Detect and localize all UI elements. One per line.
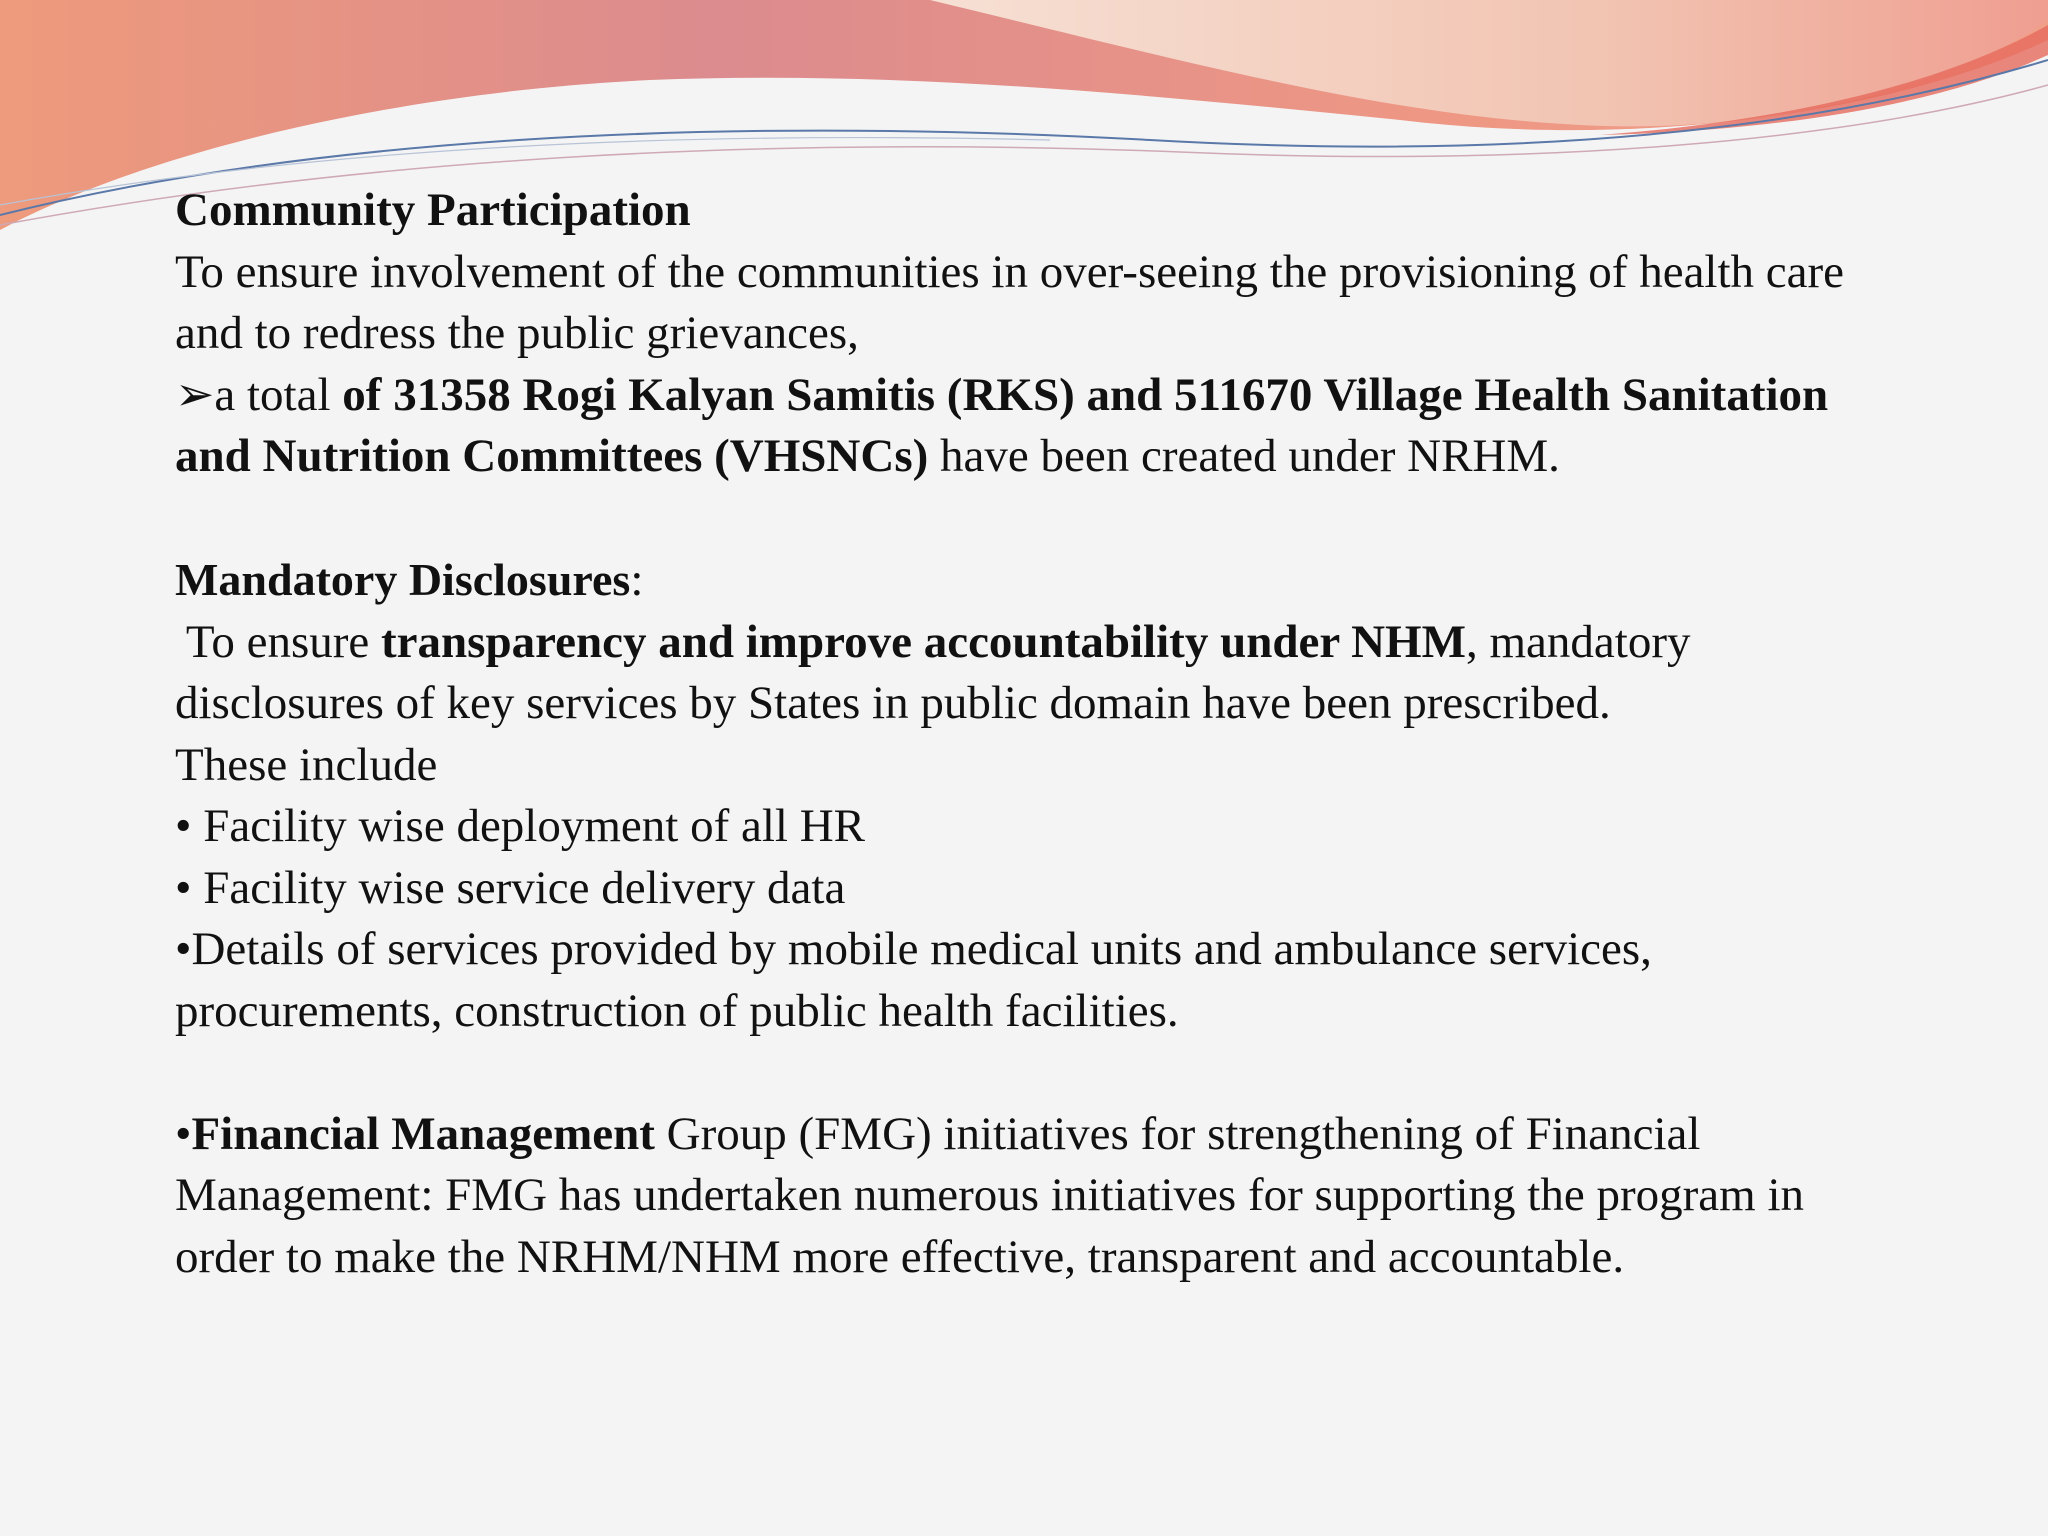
arrow-bullet-icon: ➢ <box>175 368 215 421</box>
community-participation-intro: To ensure involvement of the communities in over-seeing the provisioning of health care and to redress the public grievances, <box>175 245 1845 359</box>
rks-vhsnc-bullet: ➢a total of 31358 Rogi Kalyan Samitis (RKS) and 511670 Village Health Sanitation and Nutrition Committees (VHSNCs) have been created under NRHM. <box>175 368 1829 482</box>
these-include-label: These include <box>175 738 438 791</box>
bullet-icon: • <box>175 1107 192 1160</box>
spacer <box>175 1042 1895 1104</box>
list-item: • Facility wise service delivery data <box>175 861 846 914</box>
transparency-phrase: transparency and improve accountability under NHM <box>381 615 1466 668</box>
mandatory-disclosures-intro: To ensure transparency and improve accountability under NHM, mandatory disclosures of key services by States in public domain have been prescribed. <box>175 615 1691 729</box>
community-participation-heading: Community Participation <box>175 184 691 236</box>
rks-vhsnc-figures: of 31358 Rogi Kalyan Samitis (RKS) and 511670 Village Health Sanitation and Nutrition Committees (VHSNCs) <box>175 368 1829 482</box>
financial-management-paragraph: •Financial Management Group (FMG) initiatives for strengthening of Financial Management: FMG has undertaken numerous initiatives for supporting the program in order to make the NRHM/NHM more effective, transparent and accountable. <box>175 1107 1805 1283</box>
financial-management-label: Financial Management <box>191 1107 655 1160</box>
mandatory-disclosures-heading: Mandatory Disclosures: <box>175 554 644 606</box>
list-item: • Facility wise deployment of all HR <box>175 800 866 852</box>
list-item: •Details of services provided by mobile medical units and ambulance services, procurements, construction of public health facilities. <box>175 923 1652 1037</box>
spacer <box>175 488 1895 550</box>
slide-body <box>175 180 1895 1288</box>
